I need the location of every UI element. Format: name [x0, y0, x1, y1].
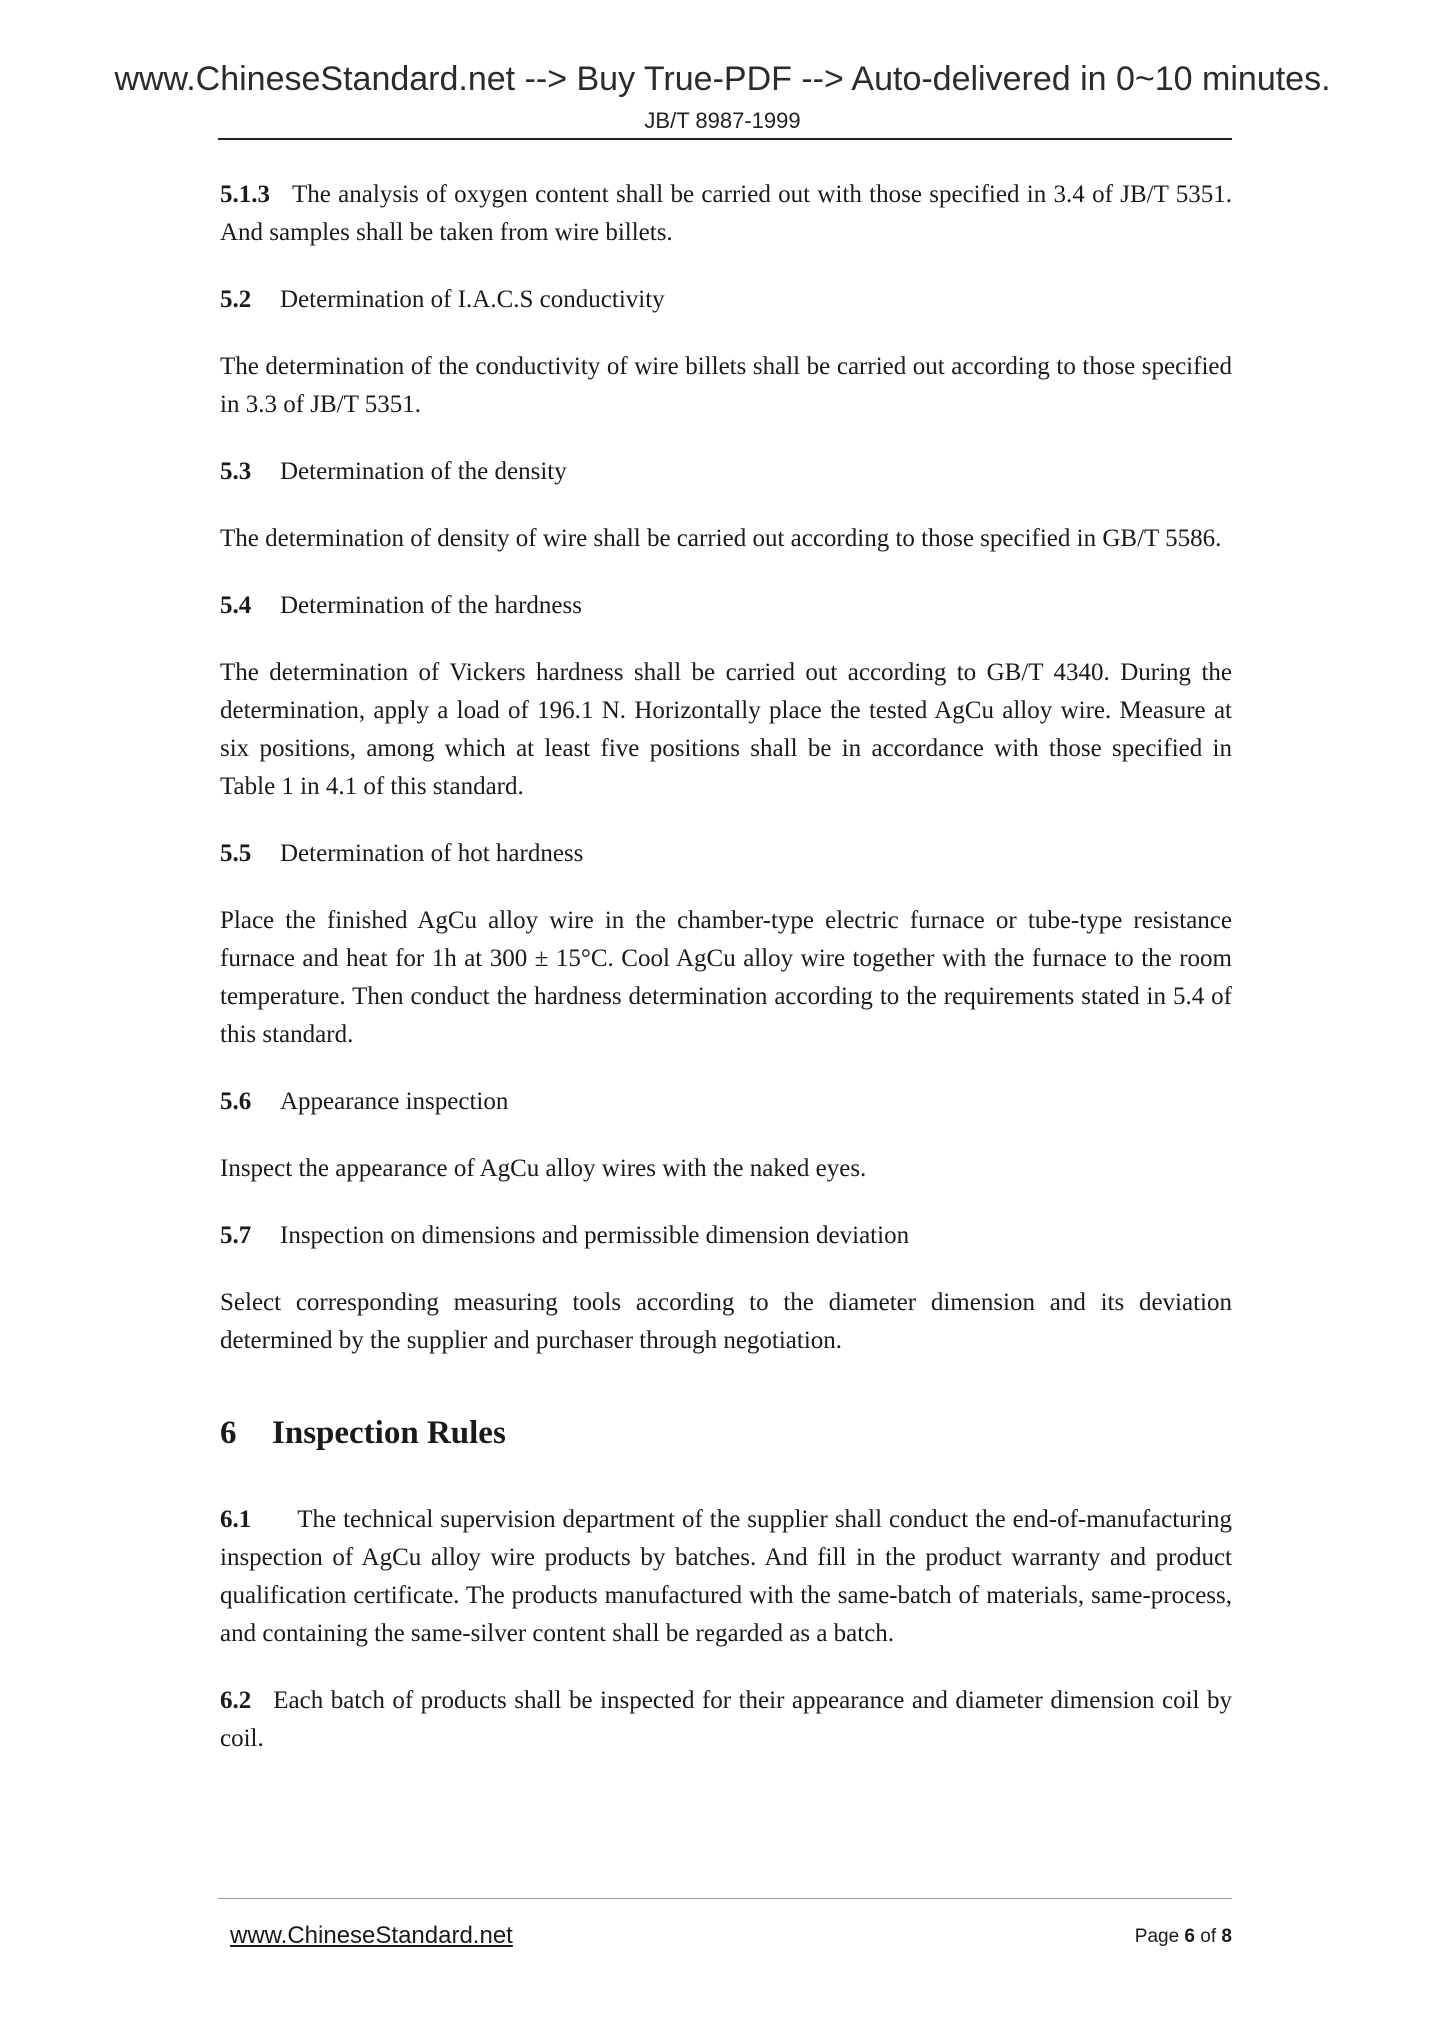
heading-number: 5.6: [220, 1088, 252, 1115]
paragraph-5-2: The determination of the conductivity of wire billets shall be carried out according to those specified in 3.3 of JB/T 5351.: [220, 353, 1232, 418]
clause-number: 5.1.3: [220, 181, 270, 208]
page-content: [220, 176, 1232, 1787]
section-6-title: [220, 1411, 1232, 1455]
heading-5-3: [220, 453, 1232, 491]
paragraph-5-3: The determination of density of wire shall be carried out according to those specified in GB/T 5586.: [220, 525, 1222, 552]
footer-rule: [218, 1898, 1232, 1899]
heading-5-7: [220, 1217, 1232, 1255]
page-number: [1135, 1926, 1232, 1948]
paragraph-5-7: Select corresponding measuring tools according to the diameter dimension and its deviation determined by the supplier and purchaser through negotiation.: [220, 1289, 1232, 1354]
clause-number: 6.2: [220, 1687, 252, 1714]
heading-text: Determination of I.A.C.S conductivity: [280, 286, 665, 313]
heading-5-4: [220, 587, 1232, 625]
heading-text: Appearance inspection: [280, 1088, 509, 1115]
heading-number: 5.5: [220, 840, 252, 867]
paragraph-5-6: Inspect the appearance of AgCu alloy wires with the naked eyes.: [220, 1155, 867, 1182]
paragraph-5-4: The determination of Vickers hardness shall be carried out according to GB/T 4340. During the determination, apply a load of 196.1 N. Horizontally place the tested AgCu alloy wire. Measure at six positions, among which at least five positions shall be in accordance with those specified in Table 1 in 4.1 of this standard.: [220, 659, 1232, 800]
page-current: 6: [1184, 1926, 1195, 1947]
clause-6-2: [220, 1682, 1232, 1758]
footer-site-link[interactable]: www.ChineseStandard.net: [230, 1922, 513, 1949]
heading-5-2: [220, 281, 1232, 319]
heading-5-5: [220, 835, 1232, 873]
clause-5-1-3: [220, 176, 1232, 252]
heading-text: Determination of hot hardness: [280, 840, 584, 867]
heading-number: 5.7: [220, 1222, 252, 1249]
section-number: 6: [220, 1415, 237, 1451]
clause-text: The analysis of oxygen content shall be carried out with those specified in 3.4 of JB/T 5351. And samples shall be taken from wire billets.: [220, 181, 1232, 246]
section-text: Inspection Rules: [272, 1415, 506, 1451]
heading-text: Determination of the density: [280, 458, 567, 485]
header-rule: [218, 138, 1232, 140]
clause-6-1: [220, 1501, 1232, 1653]
page-word: Page: [1134, 1926, 1180, 1947]
clause-text: The technical supervision department of the supplier shall conduct the end-of-manufacturing inspection of AgCu alloy wire products by batches. And fill in the product warranty and product qualification certificate. The products manufactured with the same-batch of materials, same-process, and containing the same-silver content shall be regarded as a batch.: [220, 1506, 1232, 1647]
clause-text: Each batch of products shall be inspected for their appearance and diameter dimension coil by coil.: [220, 1687, 1232, 1752]
heading-text: Determination of the hardness: [280, 592, 582, 619]
heading-number: 5.4: [220, 592, 252, 619]
heading-5-6: [220, 1083, 1232, 1121]
site-banner[interactable]: www.ChineseStandard.net --> Buy True-PDF --> Auto-delivered in 0~10 minutes.: [114, 60, 1331, 98]
paragraph-5-5: Place the finished AgCu alloy wire in the chamber-type electric furnace or tube-type resistance furnace and heat for 1h at 300 ± 15°C. Cool AgCu alloy wire together with the furnace to the room temperature. Then conduct the hardness determination according to the requirements stated in 5.4 of this standard.: [220, 907, 1232, 1048]
heading-number: 5.2: [220, 286, 252, 313]
page-of: of: [1200, 1926, 1217, 1947]
clause-number: 6.1: [220, 1506, 252, 1533]
heading-text: Inspection on dimensions and permissible dimension deviation: [280, 1222, 910, 1249]
heading-number: 5.3: [220, 458, 252, 485]
standard-code: JB/T 8987-1999: [644, 108, 801, 133]
page-total: 8: [1221, 1926, 1232, 1947]
